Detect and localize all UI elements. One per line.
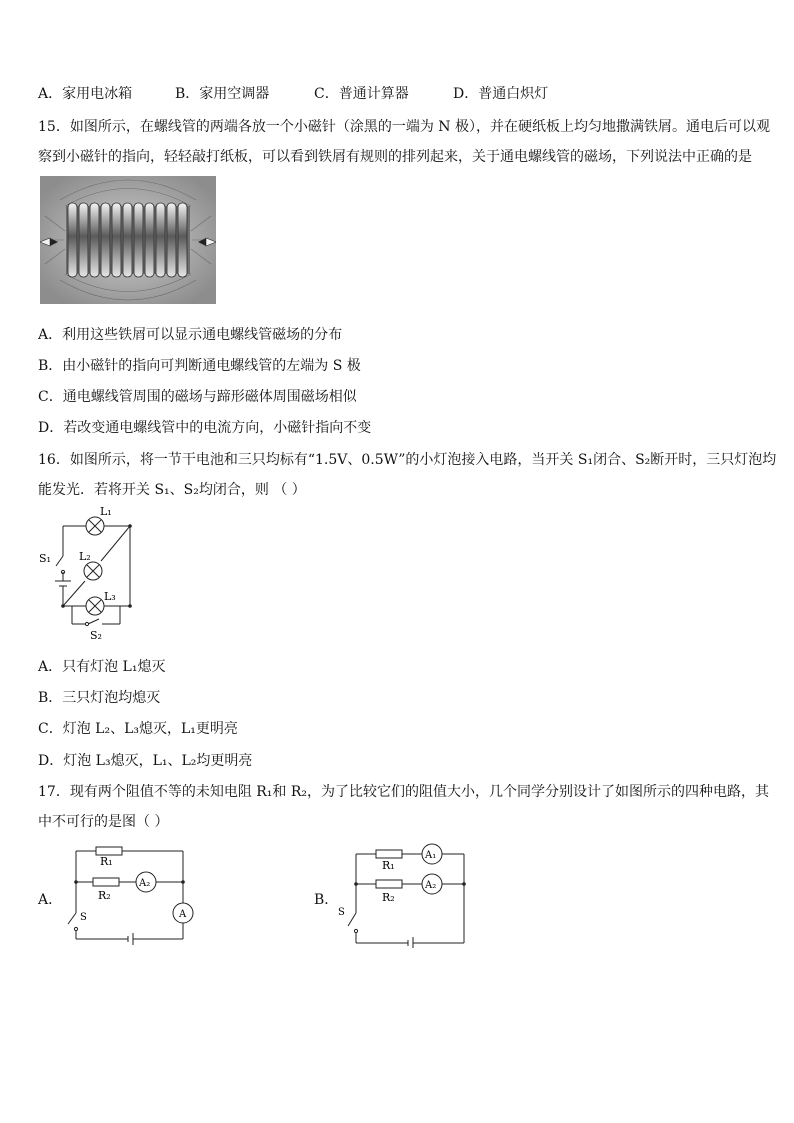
label-r1: R₁ xyxy=(382,859,395,872)
label-a2: A₂ xyxy=(425,880,437,891)
label-r2: R₂ xyxy=(382,891,395,904)
q14-option-c: C．普通计算器 xyxy=(314,86,409,102)
q14-option-d: D．普通白炽灯 xyxy=(453,86,549,102)
label-r1: R₁ xyxy=(100,855,113,868)
q14-option-a: A．家用电冰箱 xyxy=(38,86,133,102)
q15-option-c: C．通电螺线管周围的磁场与蹄形磁体周围磁场相似 xyxy=(38,389,357,405)
q16-option-d: D．灯泡 L₃熄灭，L₁、L₂均更明亮 xyxy=(38,753,253,769)
q14-option-b: B．家用空调器 xyxy=(175,86,270,102)
q17-circuit-a xyxy=(58,843,198,948)
label-l1: L₁ xyxy=(100,506,112,518)
q17-circuit-b xyxy=(338,843,478,948)
q16-option-b: B．三只灯泡均熄灭 xyxy=(38,690,161,706)
q17-stem-line2: 中不可行的是图（ ） xyxy=(38,814,169,830)
q16-circuit-diagram xyxy=(36,506,146,646)
label-s1: S₁ xyxy=(39,552,51,565)
q17-figure-b-label: B． xyxy=(314,892,339,908)
q16-option-c: C．灯泡 L₂、L₃熄灭，L₁更明亮 xyxy=(38,721,238,737)
label-a2: A₂ xyxy=(139,878,151,889)
q17-figure-a-label: A． xyxy=(38,892,63,908)
q15-option-d: D．若改变通电螺线管中的电流方向，小磁针指向不变 xyxy=(38,420,372,436)
solenoid-iron-filings-photo xyxy=(40,176,216,304)
label-a1: A₁ xyxy=(425,850,437,861)
q16-stem-line2: 能发光．若将开关 S₁、S₂均闭合，则 （ ） xyxy=(38,482,306,498)
label-l2: L₂ xyxy=(79,550,91,563)
label-s: S xyxy=(338,907,345,918)
q17-stem-line1: 17．现有两个阻值不等的未知电阻 R₁和 R₂，为了比较它们的阻值大小，几个同学分别设计了如图所示的四种电路，其 xyxy=(38,784,770,800)
label-l3: L₃ xyxy=(104,590,116,603)
q16-option-a: A．只有灯泡 L₁熄灭 xyxy=(38,659,166,675)
label-r2: R₂ xyxy=(98,889,111,902)
q15-stem-line2: 察到小磁针的指向，轻轻敲打纸板，可以看到铁屑有规则的排列起来，关于通电螺线管的磁场，下列说法中正确的是 xyxy=(38,149,752,165)
label-s2: S₂ xyxy=(90,629,102,642)
q15-option-a: A．利用这些铁屑可以显示通电螺线管磁场的分布 xyxy=(38,327,343,343)
q15-stem-line1: 15．如图所示，在螺线管的两端各放一个小磁针（涂黑的一端为 N 极），并在硬纸板上均匀地撒满铁屑。通电后可以观 xyxy=(38,119,770,135)
q15-option-b: B．由小磁针的指向可判断通电螺线管的左端为 S 极 xyxy=(38,358,361,374)
q16-stem-line1: 16．如图所示，将一节干电池和三只均标有“1.5V、0.5W”的小灯泡接入电路，当开关 S₁闭合、S₂断开时，三只灯泡均 xyxy=(38,452,777,468)
label-a: A xyxy=(179,909,187,920)
label-s: S xyxy=(80,912,87,923)
